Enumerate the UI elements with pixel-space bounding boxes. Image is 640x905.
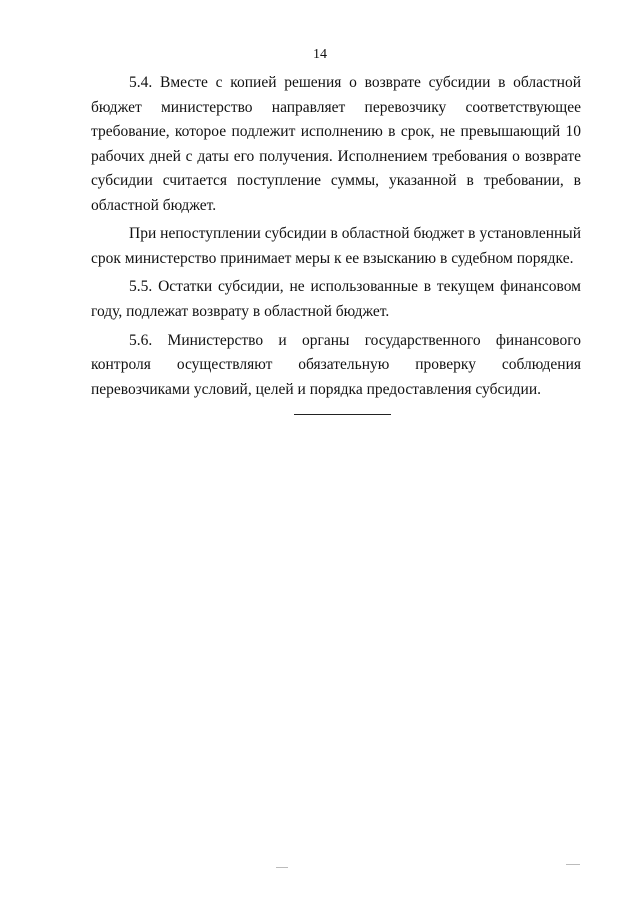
scan-artifact (566, 864, 580, 865)
end-of-text-divider (294, 414, 391, 415)
paragraph-5-5: 5.5. Остатки субсидии, не использованные в текущем финансовом году, подлежат возврату в областной бюджет. (91, 278, 581, 320)
document-body (91, 71, 581, 406)
paragraph-5-4: 5.4. Вместе с копией решения о возврате субсидии в областной бюджет министерство направляет перевозчику соответствующее требование, которое подлежит исполнению в срок, не превышающий 10 рабочих дней с даты его получения. Исполнением требования о возврате субсидии считается поступление суммы, указанной в требовании, в областной бюджет. (91, 74, 581, 214)
scan-artifact (276, 867, 288, 868)
page-number: 14 (313, 47, 327, 62)
paragraph-5-6: 5.6. Министерство и органы государственного финансового контроля осуществляют обязательную проверку соблюдения перевозчиками условий, целей и порядка предоставления субсидии. (91, 331, 581, 398)
paragraph-recovery: При непоступлении субсидии в областной бюджет в установленный срок министерство принимает меры к ее взысканию в судебном порядке. (91, 225, 581, 267)
